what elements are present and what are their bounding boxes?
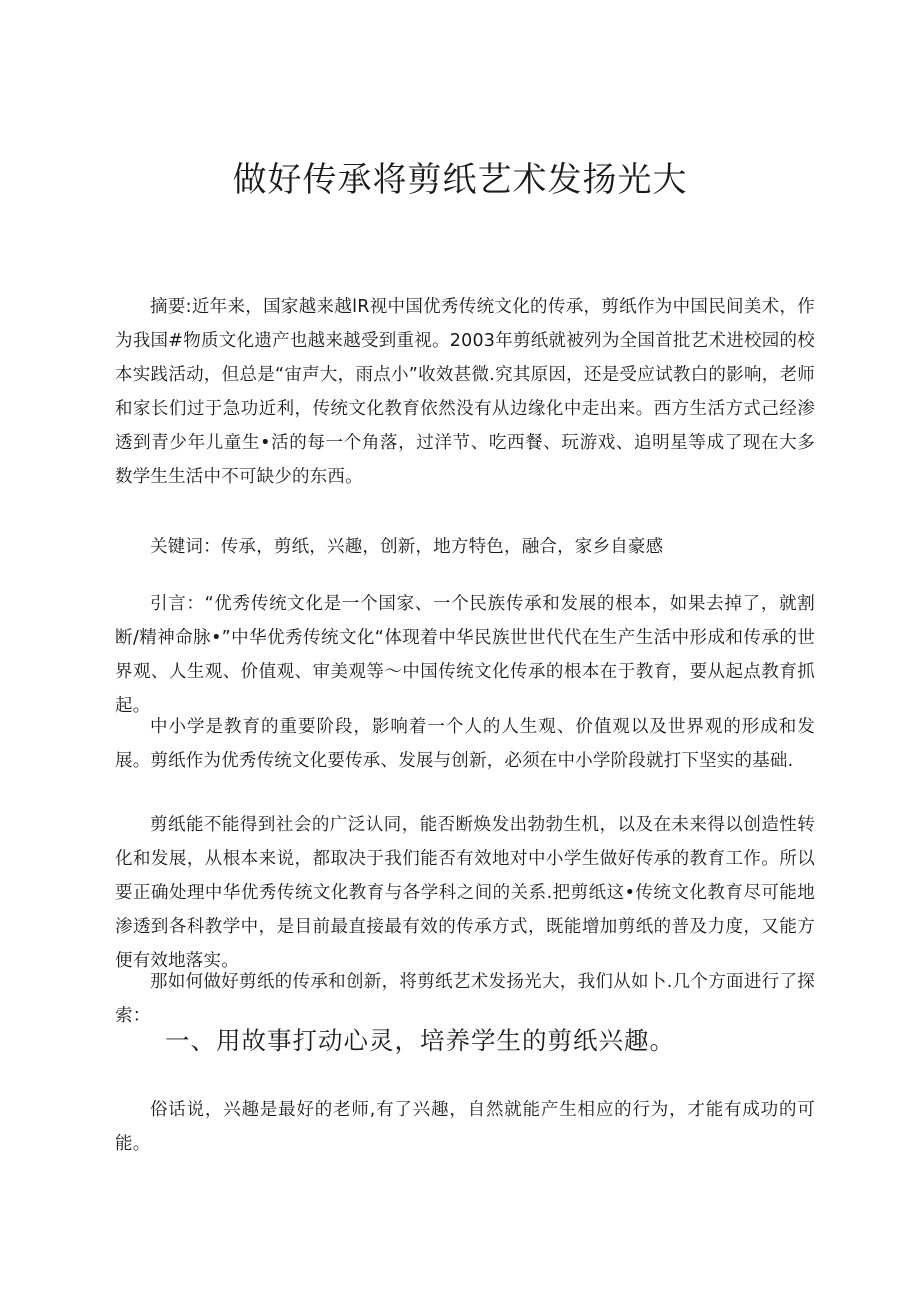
introduction-paragraph: 引言：“优秀传统文化是一个国家、一个民族传承和发展的根本，如果去掉了，就割断/精神命脉•”中华优秀传统文化“体现着中华民族世世代代在生产生活中形成和传承的世界观、人生观、价值观、审美观等〜中国传统文化传承的根本在于教育，要从起点教育抓起。 [115, 594, 815, 716]
section-heading-1: 一、用故事打动心灵，培养学生的剪纸兴趣。 [165, 1026, 675, 1055]
body-paragraph-2: 剪纸能不能得到社会的广泛认同，能否断焕发出勃勃生机，以及在未来得以创造性转化和发展，从根本来说，都取决于我们能否有效地对中小学生做好传承的教育工作。所以要正确处理中华优秀传统文化教育与各学科之间的关系.把剪纸这•传统文化教育尽可能地渗透到各科教学中，是目前最直接最有效的传承方式，既能增加剪纸的普及力度，又能方便有效地落实。 [115, 815, 815, 971]
body-paragraph-3: 那如何做好剪纸的传承和创新，将剪纸艺术发扬光大，我们从如卜.几个方面进行了探索： [115, 972, 815, 1026]
abstract-paragraph: 摘要:近年来，国家越来越lR视中国优秀传统文化的传承，剪纸作为中国民间美术，作为我国#物质文化遗产也越来越受到重视。2003年剪纸就被列为全国首批艺术进校园的校本实践活动，但总是“宙声大，雨点小”收效甚微.究其原因，还是受应试教白的影响，老师和家长们过于急功近利，传统文化教育依然没有从边缘化中走出来。西方生活方式己经渗透到青少年儿童生•活的每一个角落，过洋节、吃西餐、玩游戏、追明星等成了现在大多数学生生活中不可缺少的东西。 [115, 297, 815, 487]
keywords-paragraph: 关键词：传承，剪纸，兴趣，创新，地方特色，融合，家乡自豪感 [150, 537, 664, 557]
body-paragraph-4: 俗话说，兴趣是最好的老师,有了兴趣，自然就能产生相应的行为，才能有成功的可能。 [115, 1100, 815, 1154]
document-title: 做好传承将剪纸艺术发扬光大 [232, 160, 688, 200]
body-paragraph-1: 中小学是教育的重要阶段，影响着一个人的人生观、价值观以及世界观的形成和发展。剪纸作为优秀传统文化要传承、发展与创新，必须在中小学阶段就打下坚实的基础. [115, 717, 815, 771]
